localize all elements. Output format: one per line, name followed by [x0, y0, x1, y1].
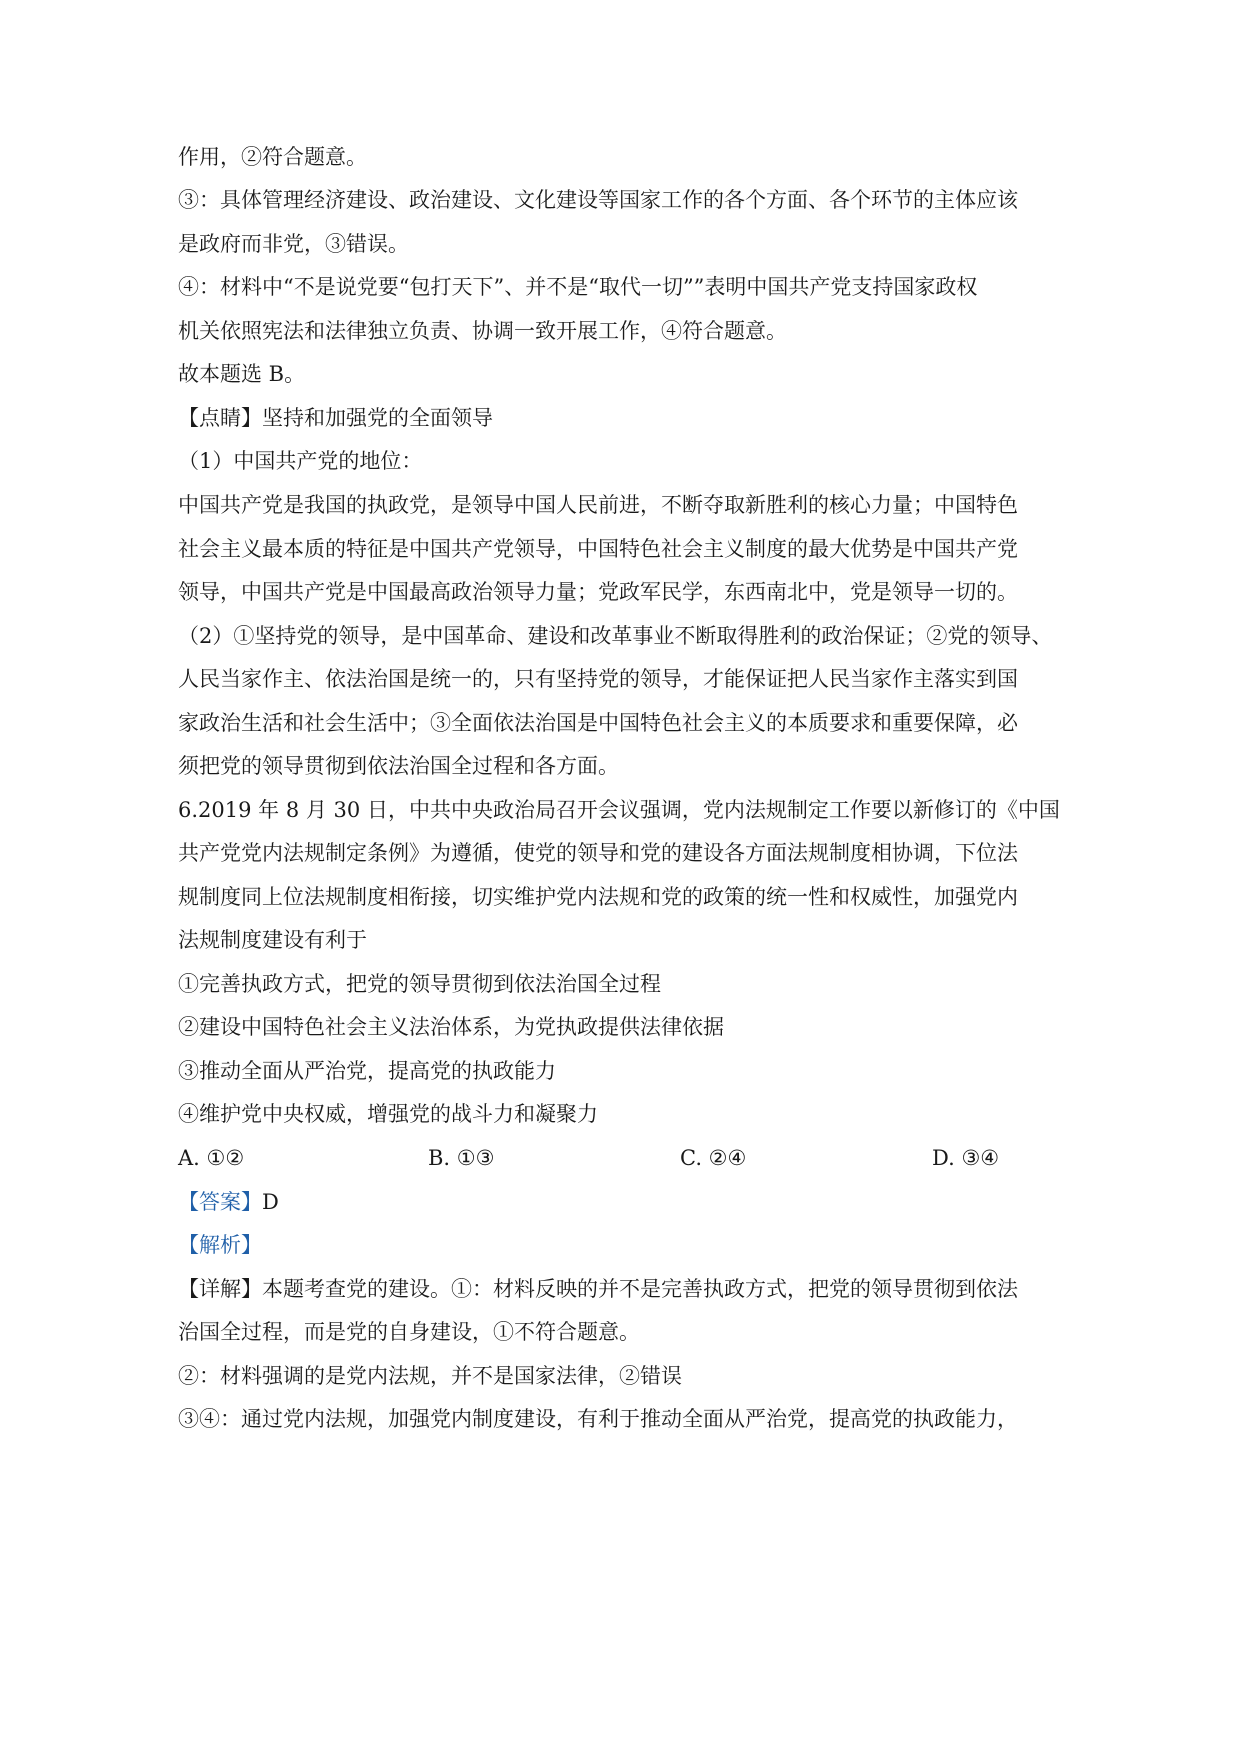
text-line: （1）中国共产党的地位： [178, 449, 423, 473]
question-line: 规制度同上位法规制度相衔接，切实维护党内法规和党的政策的统一性和权威性，加强党内 [178, 885, 1018, 909]
text-line: 故本题选 B。 [178, 362, 306, 386]
answer-label: 【答案】 [178, 1190, 262, 1214]
statement-item: ①完善执政方式，把党的领导贯彻到依法治国全过程 [178, 972, 661, 996]
text-line: ③：具体管理经济建设、政治建设、文化建设等国家工作的各个方面、各个环节的主体应该 [178, 188, 1018, 212]
statement-item: ④维护党中央权威，增强党的战斗力和凝聚力 [178, 1102, 598, 1126]
text-line: 机关依照宪法和法律独立负责、协调一致开展工作，④符合题意。 [178, 319, 787, 343]
statement-item: ②建设中国特色社会主义法治体系，为党执政提供法律依据 [178, 1015, 724, 1039]
option-b: B. ①③ [428, 1146, 495, 1170]
answer-value: D [262, 1190, 279, 1214]
text-line: 人民当家作主、依法治国是统一的，只有坚持党的领导，才能保证把人民当家作主落实到国 [178, 667, 1018, 691]
text-line: 家政治生活和社会生活中；③全面依法治国是中国特色社会主义的本质要求和重要保障，必 [178, 711, 1018, 735]
detail-line: 【详解】本题考查党的建设。①：材料反映的并不是完善执政方式，把党的领导贯彻到依法 [178, 1277, 1018, 1301]
detail-line: 治国全过程，而是党的自身建设，①不符合题意。 [178, 1320, 640, 1344]
option-a: A. ①② [178, 1146, 245, 1170]
question-line: 6.2019 年 8 月 30 日，中共中央政治局召开会议强调，党内法规制定工作要以新修订的《中国 [178, 798, 1060, 822]
question-line: 共产党党内法规制定条例》为遵循，使党的领导和党的建设各方面法规制度相协调，下位法 [178, 841, 1018, 865]
text-line: 作用，②符合题意。 [178, 145, 367, 169]
text-line: ④：材料中“不是说党要“包打天下”、并不是“取代一切””表明中国共产党支持国家政权 [178, 275, 978, 299]
text-line: （2）①坚持党的领导，是中国革命、建设和改革事业不断取得胜利的政治保证；②党的领导、 [178, 624, 1053, 648]
answer-line [178, 1187, 1078, 1217]
text-line: 领导，中国共产党是中国最高政治领导力量；党政军民学，东西南北中，党是领导一切的。 [178, 580, 1018, 604]
text-line: 社会主义最本质的特征是中国共产党领导，中国特色社会主义制度的最大优势是中国共产党 [178, 537, 1018, 561]
text-line: 是政府而非党，③错误。 [178, 232, 409, 256]
statement-item: ③推动全面从严治党，提高党的执政能力 [178, 1059, 556, 1083]
text-line: 须把党的领导贯彻到依法治国全过程和各方面。 [178, 754, 619, 778]
question-line: 法规制度建设有利于 [178, 928, 367, 952]
analysis-label: 【解析】 [178, 1233, 262, 1257]
option-c: C. ②④ [680, 1146, 747, 1170]
option-d: D. ③④ [932, 1146, 1000, 1170]
detail-line: ③④：通过党内法规，加强党内制度建设，有利于推动全面从严治党，提高党的执政能力， [178, 1407, 1018, 1431]
text-line: 中国共产党是我国的执政党，是领导中国人民前进，不断夺取新胜利的核心力量；中国特色 [178, 493, 1018, 517]
detail-line: ②：材料强调的是党内法规，并不是国家法律，②错误 [178, 1364, 682, 1388]
text-line: 【点睛】坚持和加强党的全面领导 [178, 406, 493, 430]
